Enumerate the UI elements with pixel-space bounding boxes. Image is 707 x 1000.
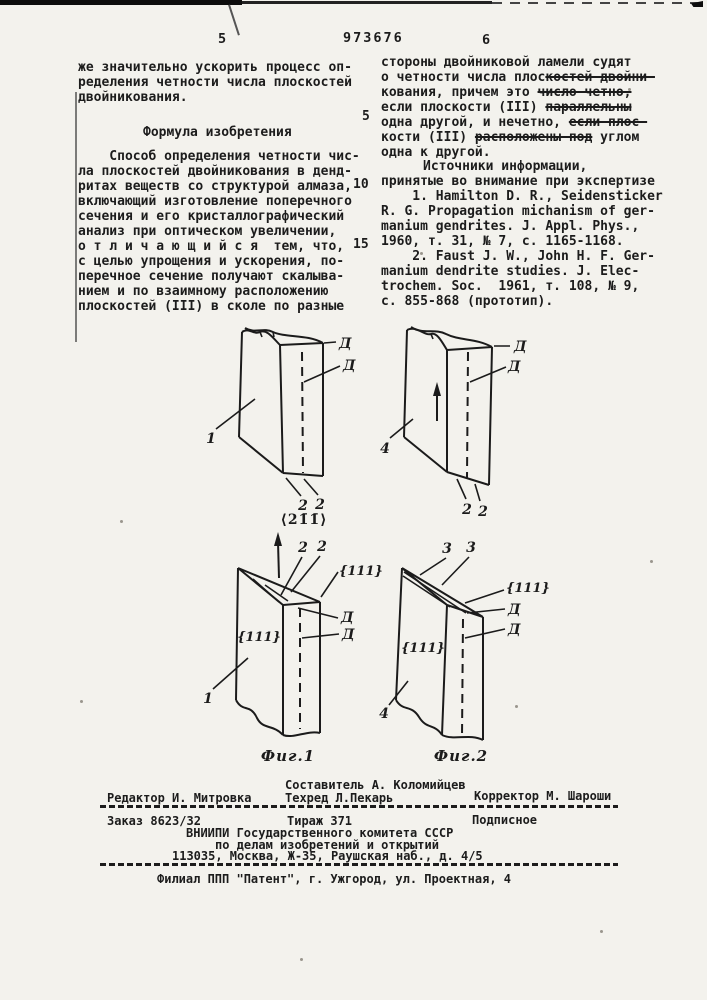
label-2: 2 <box>298 540 308 556</box>
scan-speck <box>600 930 603 933</box>
text-line <box>381 55 655 70</box>
claims-heading: Формула изобретения <box>143 125 292 140</box>
plane-111-label: {111} <box>506 581 550 596</box>
patent-number: 973676 <box>343 30 404 46</box>
label-3: 3 <box>466 540 476 556</box>
footer-corrector: Корректор М. Шароши <box>474 789 612 803</box>
scan-artifact-left-margin-line <box>75 92 77 342</box>
scan-speck <box>120 520 123 523</box>
label-D: Д <box>514 339 527 355</box>
label-D: Д <box>341 610 354 626</box>
label-2: 2 <box>315 497 325 513</box>
label-D: Д <box>339 336 352 352</box>
margin-line-number-15: 15 <box>353 237 369 252</box>
label-1: 1 <box>203 691 213 707</box>
scan-artifact-top-border <box>0 0 242 5</box>
scan-artifact-top-border-thin <box>242 1 492 4</box>
overstruck-text: если плос- <box>568 115 648 130</box>
label-1: 1 <box>206 431 216 447</box>
overstruck-text: параллельны <box>545 100 632 115</box>
right-column-paragraph-1 <box>381 55 655 160</box>
overstruck-text: число четно, <box>537 85 632 100</box>
text-segment: кования, причем это <box>381 85 538 100</box>
label-D: Д <box>508 602 521 618</box>
text-line <box>381 85 655 100</box>
plane-111-label: {111} <box>237 630 281 645</box>
leader-lines <box>216 342 340 496</box>
page-number-left: 5 <box>218 31 227 47</box>
text-line <box>381 70 655 85</box>
footer-org-address: 113035, Москва, Ж-35, Раушская наб., д. 4/5 <box>172 849 483 863</box>
prism-outline <box>404 327 492 485</box>
sources-heading-line1: Источники информации, <box>423 159 588 174</box>
text-segment: стороны двойниковой ламели судят <box>381 55 632 70</box>
left-column-claim-paragraph: Способ определения четности чис- ла плоскостей двойникования в денд- ритах веществ со структурой алмаза, включающий изготовление поперечного сечения и его кристаллографический анализ при оптическом увеличении, о т л и ч а ю щ и й с я тем, что, с целью упрощения и ускорения, по- перечное сечение получают скалыва- нием и по взаимному расположению плоскостей (III) в сколе по разные <box>78 149 360 314</box>
text-segment: углом <box>592 130 640 145</box>
twin-boundary-dashed-line <box>302 352 303 473</box>
fig2-caption: Фиг.2 <box>433 747 489 765</box>
sources-heading-line2: принятые во внимание при экспертизе <box>381 174 655 189</box>
label-2: 2 <box>298 498 308 514</box>
text-segment: одна к другой. <box>381 145 491 160</box>
footer-compiler: Составитель А. Коломийцев <box>285 778 466 792</box>
text-line <box>381 130 655 145</box>
text-line <box>381 145 655 160</box>
reference-2: 2. Faust J. W., John H. F. Ger- manium dendrite studies. J. Elec- trochem. Soc. 1961, т. 108, № 9, с. 855-868 (прототип). <box>381 249 655 309</box>
fig1-caption: Фиг.1 <box>260 747 316 765</box>
scan-speck <box>80 700 83 703</box>
footer-org-line1: ВНИИПИ Государственного комитета СССР <box>186 826 454 840</box>
crystal-direction-label: ⟨21̄1̄⟩ <box>280 512 328 528</box>
prism-outline <box>236 568 320 736</box>
page-number-right: 6 <box>482 32 491 48</box>
overstruck-text: расположены под <box>474 130 593 145</box>
footer-divider-bottom <box>100 863 618 866</box>
text-line <box>381 100 655 115</box>
scan-speck <box>650 560 653 563</box>
plane-111-label: {111} <box>339 564 383 579</box>
margin-line-number-5: 5 <box>362 109 370 124</box>
label-D: Д <box>508 622 521 638</box>
text-line <box>381 115 655 130</box>
plane-111-label: {111} <box>401 641 445 656</box>
scan-artifact-top-border-dashes <box>492 2 702 4</box>
footer-techred: Техред Л.Пекарь <box>285 791 394 805</box>
overstruck-text: костей двойни- <box>545 70 655 85</box>
figure-prism-top-right <box>378 326 613 531</box>
footer-subscription: Подписное <box>472 813 538 827</box>
footer-editor: Редактор И. Митровка <box>107 791 252 805</box>
label-D: Д <box>342 627 355 643</box>
scan-speck <box>300 958 303 961</box>
label-3: 3 <box>442 541 452 557</box>
margin-line-number-10: 10 <box>353 177 369 192</box>
figure-fig1-cleaved-prism <box>183 500 388 770</box>
footer-print-run: Тираж 371 <box>287 814 353 828</box>
text-segment: если плоскости (III) <box>381 100 546 115</box>
scan-artifact-scratch <box>228 4 240 35</box>
footer-branch: Филиал ППП "Патент", г. Ужгород, ул. Проектная, 4 <box>157 872 512 886</box>
label-D: Д <box>343 358 356 374</box>
text-segment: о четности числа плос <box>381 70 546 85</box>
crystal-axis-arrow <box>274 532 282 578</box>
label-4: 4 <box>380 441 390 457</box>
text-segment: одна другой, и нечетно, <box>381 115 569 130</box>
figure-fig2-cleaved-prism <box>378 535 608 770</box>
figure-prism-top-left <box>183 326 358 521</box>
left-column-paragraph-1: же значительно ускорить процесс оп- ределения четности числа плоскостей двойникования. <box>78 60 352 105</box>
label-2: 2 <box>462 502 472 518</box>
footer-divider-top <box>100 805 618 808</box>
label-4: 4 <box>379 706 389 722</box>
footer-org-line2: по делам изобретений и открытий <box>215 838 439 852</box>
twin-boundary-dashed-line <box>467 352 468 478</box>
reference-1: 1. Hamilton D. R., Seidensticker R. G. Propagation michanism of ger- manium gendrites. J. Appl. Phys., 1960, т. 31, № 7, с. 1165-1168. <box>381 189 663 249</box>
twin-boundary-dashed-line <box>462 619 463 737</box>
label-2: 2 <box>478 504 488 520</box>
label-2: 2 <box>317 539 327 555</box>
footer-order-number: Заказ 8623/32 <box>107 814 201 828</box>
growth-direction-arrow <box>433 382 441 421</box>
label-D: Д <box>508 359 521 375</box>
text-segment: кости (III) <box>381 130 475 145</box>
